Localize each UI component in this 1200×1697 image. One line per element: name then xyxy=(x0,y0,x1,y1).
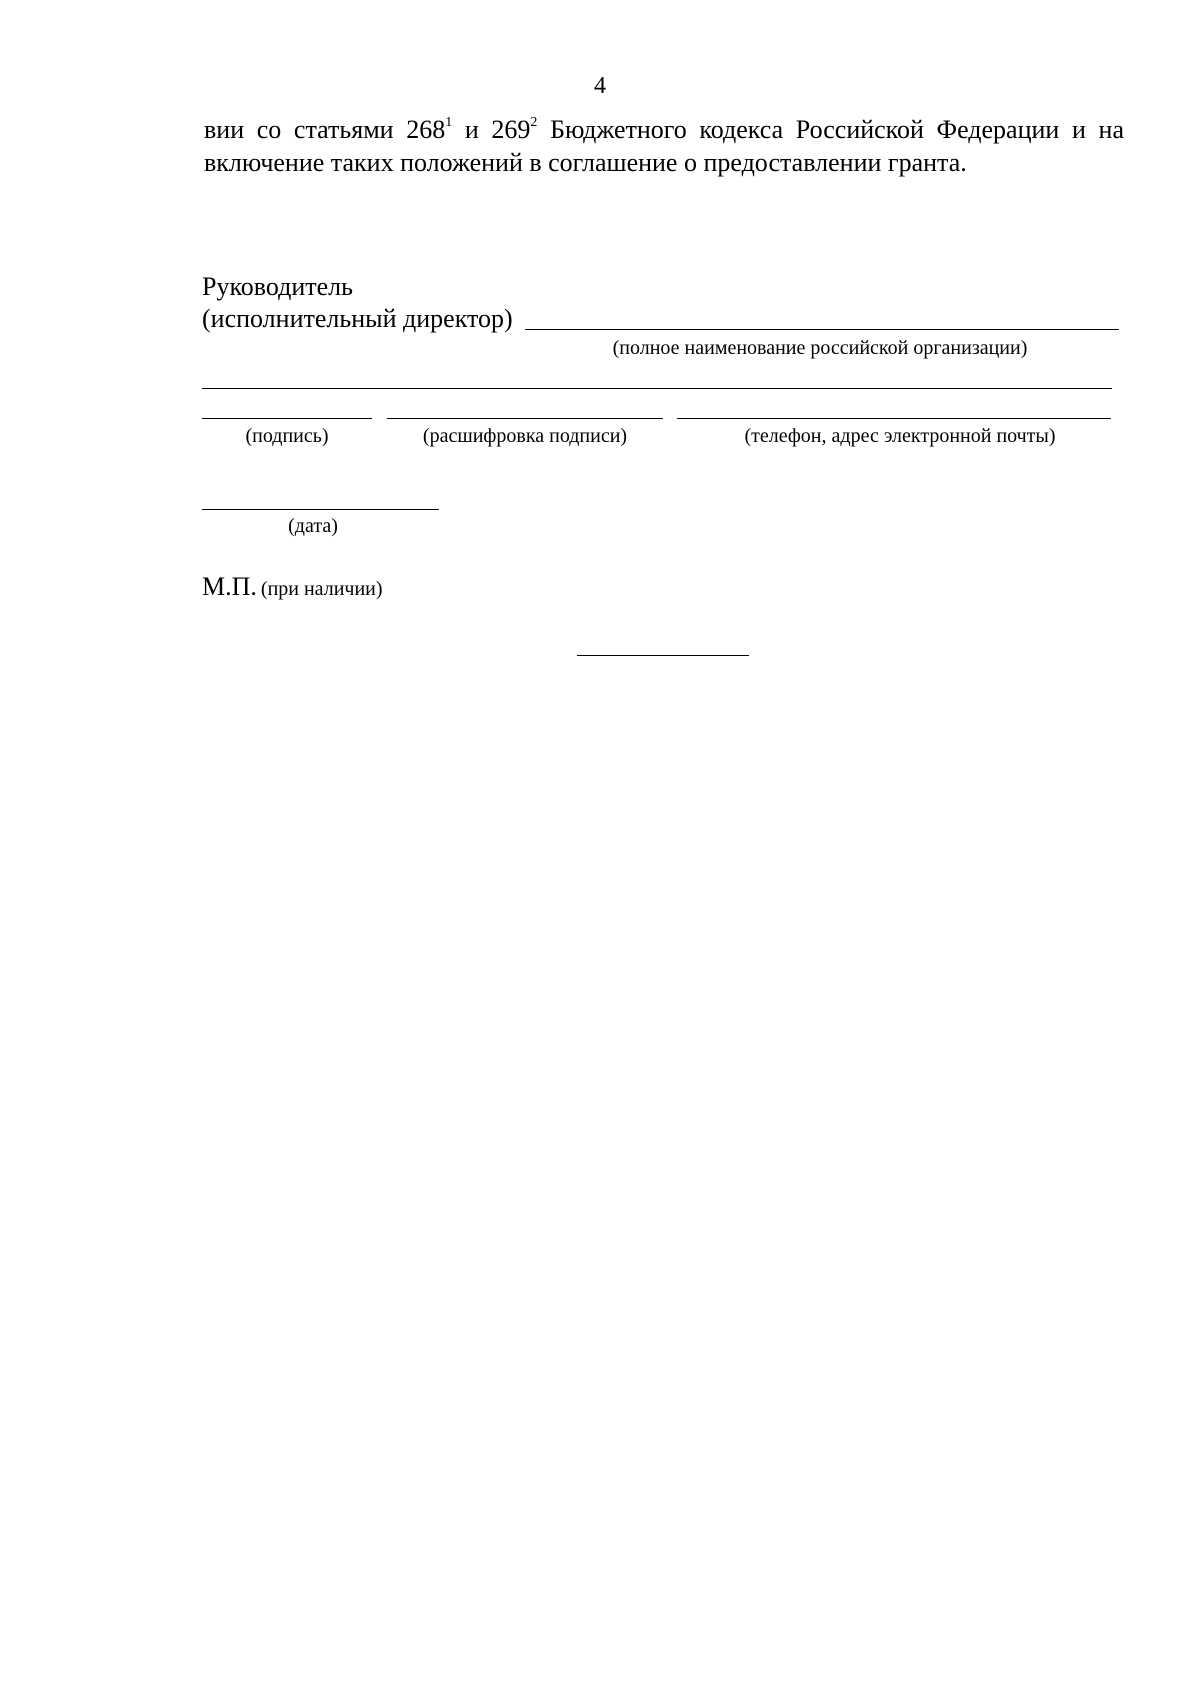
signature-decoding-line xyxy=(387,418,663,419)
paragraph-line-2: включение таких положений в соглашение о предоставлении гранта. xyxy=(204,148,967,177)
signatory-title: Руководитель xyxy=(202,272,353,301)
stamp-note: (при наличии) xyxy=(260,578,383,600)
contact-line xyxy=(677,418,1111,419)
footnote-marker-2: 2 xyxy=(530,115,538,131)
organization-name-caption: (полное наименование российской организации) xyxy=(612,337,1028,359)
date-caption: (дата) xyxy=(288,515,338,537)
footnote-marker-1: 1 xyxy=(445,115,453,131)
signature-caption: (подпись) xyxy=(245,425,329,447)
contact-caption: (телефон, адрес электронной почты) xyxy=(744,425,1056,447)
organization-continuation-line xyxy=(202,388,1112,389)
paragraph-line-1-part-b: и 269 xyxy=(452,115,531,144)
signatory-subtitle: (исполнительный директор) xyxy=(202,304,513,333)
page-number: 4 xyxy=(594,73,606,99)
organization-name-line xyxy=(525,329,1119,330)
date-line xyxy=(202,509,439,510)
paragraph-line-1-part-a: вии со статьями 268 xyxy=(204,115,446,144)
paragraph-line-1 xyxy=(204,115,1124,145)
stamp-label: М.П. xyxy=(202,572,257,601)
document-end-separator xyxy=(577,655,749,656)
stamp-place xyxy=(202,572,383,602)
signature-line xyxy=(202,418,372,419)
signature-decoding-caption: (расшифровка подписи) xyxy=(422,425,628,447)
paragraph-line-1-part-c: Бюджетного кодекса Российской Федерации и на xyxy=(537,115,1124,144)
